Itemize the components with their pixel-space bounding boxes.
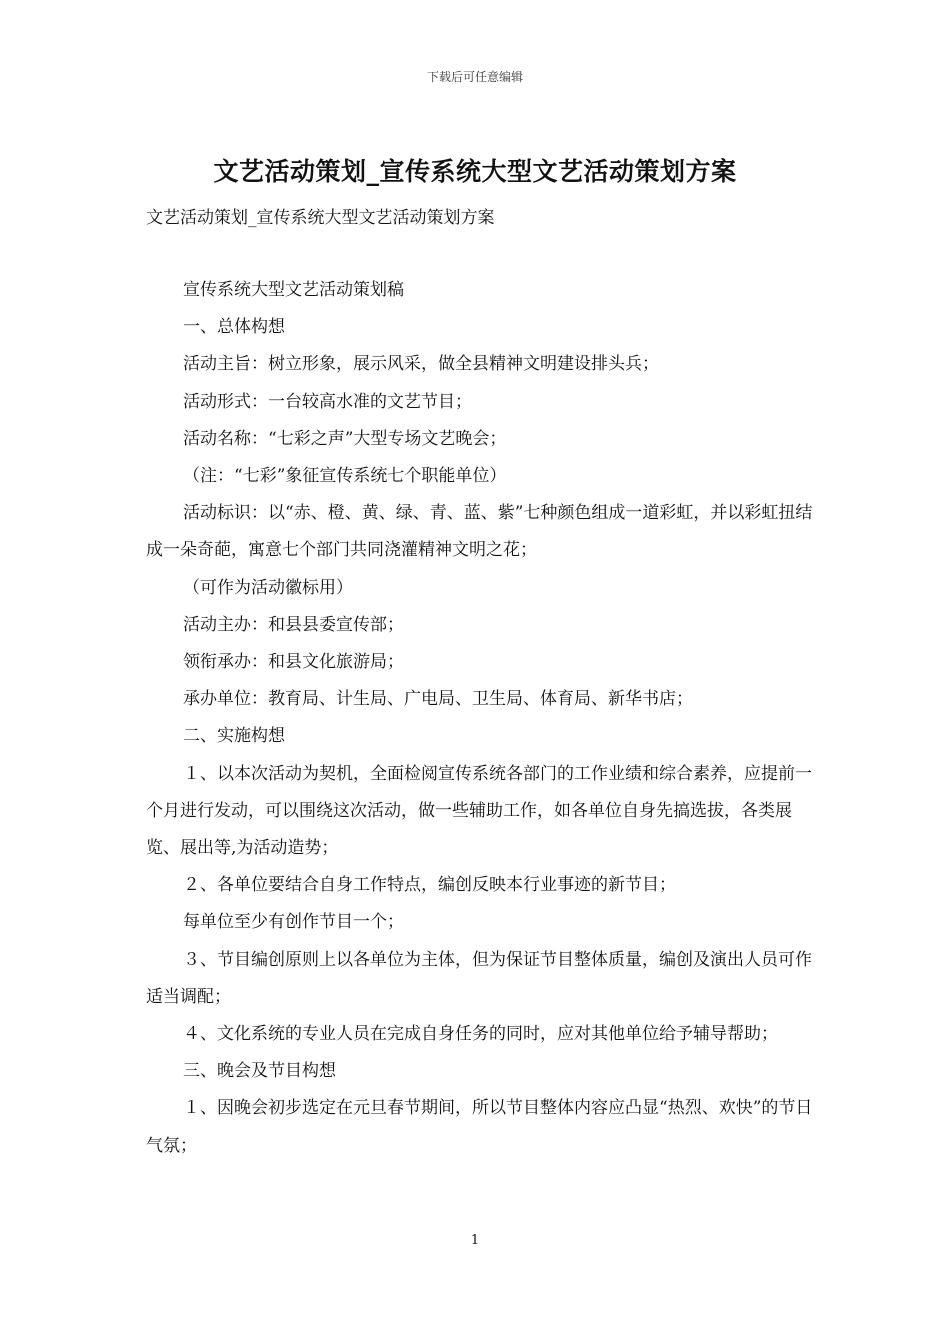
body-paragraph: （注：“七彩”象征宣传系统七个职能单位） [183,466,507,487]
section-heading: 一、总体构想 [183,317,285,338]
body-paragraph: ３、节目编创原则上以各单位为主体，但为保证节目整体质量，编创及演出人员可作适当调配； [146,949,812,1007]
body-paragraph: 活动主旨：树立形象，展示风采，做全县精神文明建设排头兵； [183,354,659,375]
body-paragraph: 宣传系统大型文艺活动策划稿 [183,280,404,300]
body-paragraph: 活动标识：以“赤、橙、黄、绿、青、蓝、紫”七种颜色组成一道彩虹，并以彩虹扭结成一朵奇葩，寓意七个部门共同浇灌精神文明之花； [146,503,813,561]
body-paragraph: 每单位至少有创作节目一个； [183,912,404,933]
section-heading: 二、实施构想 [183,726,285,747]
body-paragraph: １、因晚会初步选定在元旦春节期间，所以节目整体内容应凸显“热烈、欢快”的节日气氛； [146,1098,813,1156]
body-paragraph: 领衔承办：和县文化旅游局； [183,652,404,673]
document-body [146,272,814,1165]
document-subtitle: 文艺活动策划_宣传系统大型文艺活动策划方案 [146,208,495,228]
body-paragraph: １、以本次活动为契机，全面检阅宣传系统各部门的工作业绩和综合素养，应提前一个月进行发动，可以围绕这次活动，做一些辅助工作，如各单位自身先搞选拔，各类展览、展出等,为活动造势； [146,763,812,859]
body-paragraph: 承办单位：教育局、计生局、广电局、卫生局、体育局、新华书店； [183,689,693,710]
body-paragraph: ４、文化系统的专业人员在完成自身任务的同时，应对其他单位给予辅导帮助； [183,1024,778,1045]
page-number: 1 [470,1233,480,1248]
body-paragraph: 活动名称：“七彩之声”大型专场文艺晚会； [183,428,507,449]
body-paragraph: 活动形式：一台较高水准的文艺节目； [183,391,472,412]
body-paragraph: ２、各单位要结合自身工作特点，编创反映本行业事迹的新节目； [183,875,676,896]
body-paragraph: 活动主办：和县县委宣传部； [183,614,404,635]
body-paragraph: （可作为活动徽标用） [183,577,353,598]
section-heading: 三、晚会及节目构想 [183,1061,336,1082]
page-header-note: 下载后可任意编辑 [426,70,523,84]
document-title: 文艺活动策划_宣传系统大型文艺活动策划方案 [213,157,737,186]
